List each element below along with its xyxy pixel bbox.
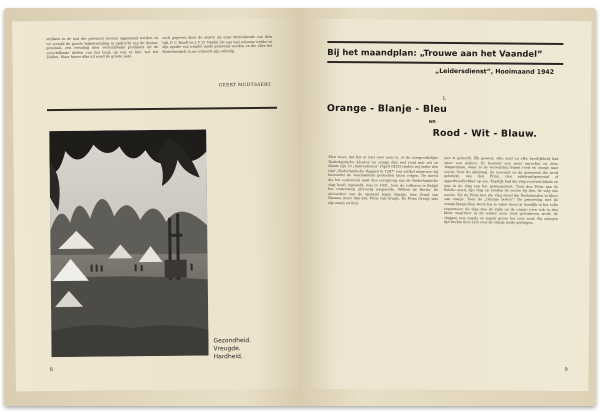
title-bottom-rule <box>327 61 563 65</box>
photo-caption <box>213 337 251 361</box>
right-page <box>302 19 591 391</box>
headline-connector: en <box>428 118 436 125</box>
caption-line: Vreugde. <box>213 345 241 353</box>
camp-photo-illustration <box>49 129 208 357</box>
headline-rood-wit-blauw: Rood - Wit - Blauw. <box>432 127 538 140</box>
section-divider <box>47 107 277 111</box>
left-page <box>12 19 300 392</box>
section-number: I. <box>442 95 447 102</box>
page-number-right: 9 <box>564 367 568 374</box>
magazine-spread <box>4 8 596 406</box>
camp-photo <box>49 129 208 357</box>
caption-line: Hardheid. <box>213 353 243 361</box>
title-top-rule <box>327 41 563 45</box>
page-number-left: 8 <box>49 367 53 374</box>
right-column-2-text: gee is geheeld. Elk gewest, elke stad en elke heerlijkheid had weer een andere. Er bestond een weer onrechte en deze vlaggenman, waar in de verwarring kwam rood en oranje naar voren. Voor de admiraal, de zeevaart en de gemeente die werd gebruikt, van den Prins, den admiraal-generaal of opperbevelhebber op zee. Tegelijk had die vlag rood-wit-blauw en was in de vlag van het gemeenebest. Toen den Prins aan de Brielle werd, zijn vlag en vanden de eerste bij den, de volg wie eerste. Tot de Prins met die vlag stond die Nederlanden in kleur van oranje. Toen de „Orange boven”! De prinsevlag met de oranje-blanje-bleu werd des te vaker meer al moeilijk in het volle regenweer; de vlag was de zijde en de oranje toen ook in den kleur waardoor in de winter eens rood geschreven werd, de vlaggen nog zegels en zegels geven het voor rood. Na ontegen tijd hechte men zich over de oranje mede gedragen. <box>443 155 559 226</box>
headline-orange-blanje-bleu: Orange - Blanje - Bleu <box>326 102 448 115</box>
author-signature: GEERT MUDTSAERT. <box>218 82 272 89</box>
article-title: Bij het maandplan: „Trouwe aan het Vaandel” <box>327 46 543 59</box>
caption-line: Gezondheid. <box>213 337 252 345</box>
left-column-1-text: strikken in de taal der provincie nevens opgenomd worden en ter wereld de groote bijbelvertaling in opdracht van de Staten-generaal, een vertaling door verschillende predikers uit de verschillende deelen van het land; op wat er bier wel het Zuiden. Maar hoeve olke uit werd de groote zoon <box>46 35 159 60</box>
right-column-1-text: Men weet, dat het er niet over eens is, of de oorspronkelijke Nederlandsche kleuren nu oranje dan wel rood met wit en blauw zijn. In „Annotationes” (April 1932) vinden wij onder den titel „Nederlandsche vlaggen in 1587” een artikel waarover wij hieronder de voornaamste gedeelten laten volgen. De meest die het onderzoek naar den oorsprong van de Nederlandsche vlag heeft ingesteld, was in 1931, toen de volkeren in België het onderwerp uitvoerig naspoorde. Willem de Bertie, de uitvoerder van de opstand tegen Spanje, was Graaf van Nassau, meer dan dat, Prins van Oranje. De Prins Oranje was zijn naam en titel. <box>327 154 439 206</box>
left-column-2-text: ruch gegeven door de stoere uit onze betreekende van dien tijd, P. C. Hooft en J. V. D. Vondel die aan taal schoone wekke en zijn sprake van wondel mede gemeend worden en die alles het Nederlandsch in uw schreeft zijn volledig. <box>162 34 273 54</box>
article-subtitle: „Leidersdienst”, Hooimaand 1942 <box>435 67 555 76</box>
